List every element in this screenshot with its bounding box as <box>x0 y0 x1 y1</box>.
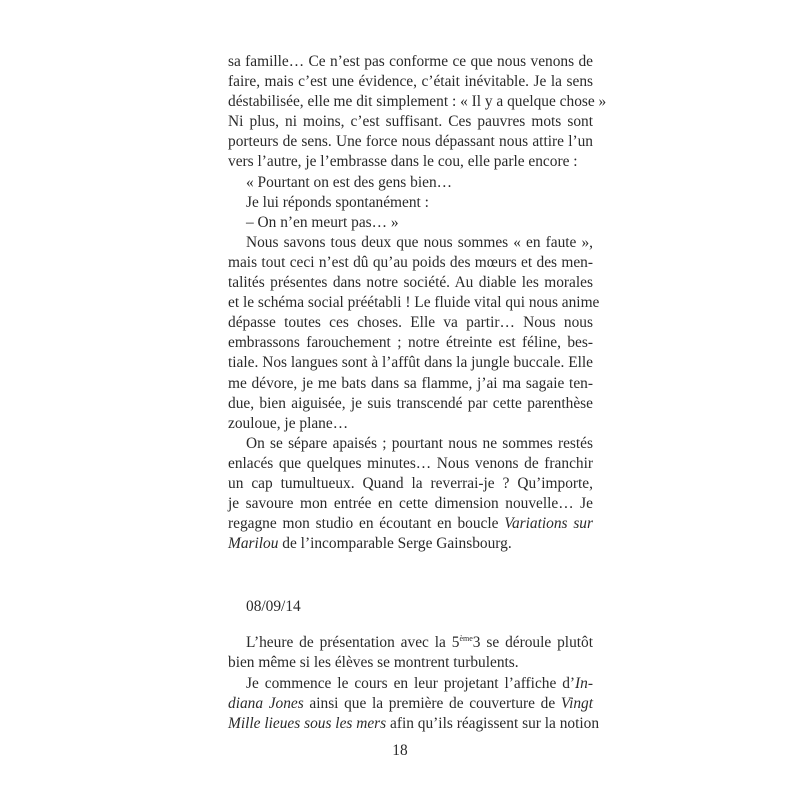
text-run: Je commence le cours en leur projetant l’affiche d’ <box>246 674 576 692</box>
entry-date: 08/09/14 <box>246 598 301 616</box>
text-line <box>228 454 593 474</box>
text-line <box>228 92 607 112</box>
text-line <box>228 494 593 514</box>
text-run: enlacés que quelques minutes… Nous venons de franchir <box>228 454 593 472</box>
italic-title: Mille lieues sous les mers <box>228 714 387 732</box>
text-line <box>228 132 593 152</box>
text-run: me dévore, je me bats dans sa flamme, j’ai ma sagaie ten- <box>228 374 593 392</box>
italic-title: Variations sur <box>504 515 593 533</box>
text-line <box>228 273 593 293</box>
text-run: un cap tumultueux. Quand la reverrai-je ? Qu’importe, <box>228 474 593 492</box>
text-run: ainsi que la première de couverture de <box>303 694 561 712</box>
text-run: tiale. Nos langues sont à l’affût dans la jungle buccale. Elle <box>228 354 593 372</box>
text-line <box>228 72 593 92</box>
text-line <box>228 374 593 394</box>
text-line <box>228 333 593 353</box>
text-line <box>228 414 593 434</box>
italic-title: In- <box>575 674 593 692</box>
top-text-block <box>228 52 607 554</box>
text-line <box>228 313 593 333</box>
text-run: On se sépare apaisés ; pourtant nous ne sommes restés <box>246 434 593 452</box>
italic-title: Vingt <box>560 694 594 712</box>
text-line <box>228 293 600 313</box>
text-run: Nous savons tous deux que nous sommes « en faute », <box>246 233 593 251</box>
text-line <box>228 193 593 213</box>
italic-title: diana Jones <box>228 694 304 712</box>
section-gap <box>228 554 593 597</box>
text-run: mais tout ceci n’est dû qu’au poids des mœurs et des men- <box>228 253 593 271</box>
text-run: je savoure mon entrée en cette dimension nouvelle… Je <box>228 495 593 513</box>
text-line <box>228 253 593 273</box>
text-run: L’heure de présentation avec la 5 <box>246 634 460 652</box>
text-run: afin qu’ils réagissent sur la notion <box>386 714 600 732</box>
text-run: talités présentes dans notre société. Au diable les morales <box>228 274 593 292</box>
italic-title: Marilou <box>228 535 279 553</box>
text-run: zouloue, je plane… <box>228 414 349 432</box>
text-line <box>228 694 593 714</box>
text-run: bien même si les élèves se montrent turbulents. <box>228 654 519 672</box>
superscript: ème <box>459 634 473 644</box>
text-line <box>228 534 593 554</box>
text-line <box>228 233 593 253</box>
text-run: dépasse toutes ces choses. Elle va partir… Nous nous <box>228 314 593 332</box>
section-gap <box>228 617 593 633</box>
text-line <box>228 353 593 373</box>
text-run: porteurs de sens. Une force nous dépassant nous attire l’un <box>228 133 593 151</box>
text-line <box>228 52 593 72</box>
page-number: 18 <box>392 742 408 759</box>
text-line <box>228 213 593 233</box>
page-body <box>228 52 607 734</box>
text-run: « Pourtant on est des gens bien… <box>246 173 453 191</box>
text-run: embrassons farouchement ; notre étreinte est féline, bes- <box>228 334 593 352</box>
text-line <box>228 674 593 694</box>
text-line <box>228 474 593 494</box>
text-run: de l’incomparable Serge Gainsbourg. <box>278 535 512 553</box>
text-run: due, bien aiguisée, je suis transcendé par cette parenthèse <box>228 394 593 412</box>
text-line <box>228 434 593 454</box>
text-line <box>228 152 593 172</box>
text-line <box>228 514 593 534</box>
text-run: 3 se déroule plutôt <box>472 634 594 652</box>
text-run: faire, mais c’est une évidence, c’était inévitable. Je la sens <box>228 73 593 91</box>
text-run: et le schéma social préétabli ! Le fluide vital qui nous anime <box>228 294 600 312</box>
text-line <box>228 173 593 193</box>
text-line <box>228 633 593 653</box>
text-run: déstabilisée, elle me dit simplement : « Il y a quelque chose » <box>228 93 607 111</box>
text-run: Je lui réponds spontanément : <box>246 193 429 211</box>
text-run: Ni plus, ni moins, c’est suffisant. Ces pauvres mots sont <box>228 113 593 131</box>
text-run: vers l’autre, je l’embrasse dans le cou, elle parle encore : <box>228 153 578 171</box>
text-run: – On n’en meurt pas… » <box>246 213 399 231</box>
text-line <box>228 714 600 734</box>
text-line <box>228 394 593 414</box>
text-run: regagne mon studio en écoutant en boucle <box>228 515 505 533</box>
bottom-text-block <box>228 633 600 733</box>
text-line <box>228 653 593 673</box>
text-run: sa famille… Ce n’est pas conforme ce que nous venons de <box>228 53 593 70</box>
text-line <box>228 112 593 132</box>
